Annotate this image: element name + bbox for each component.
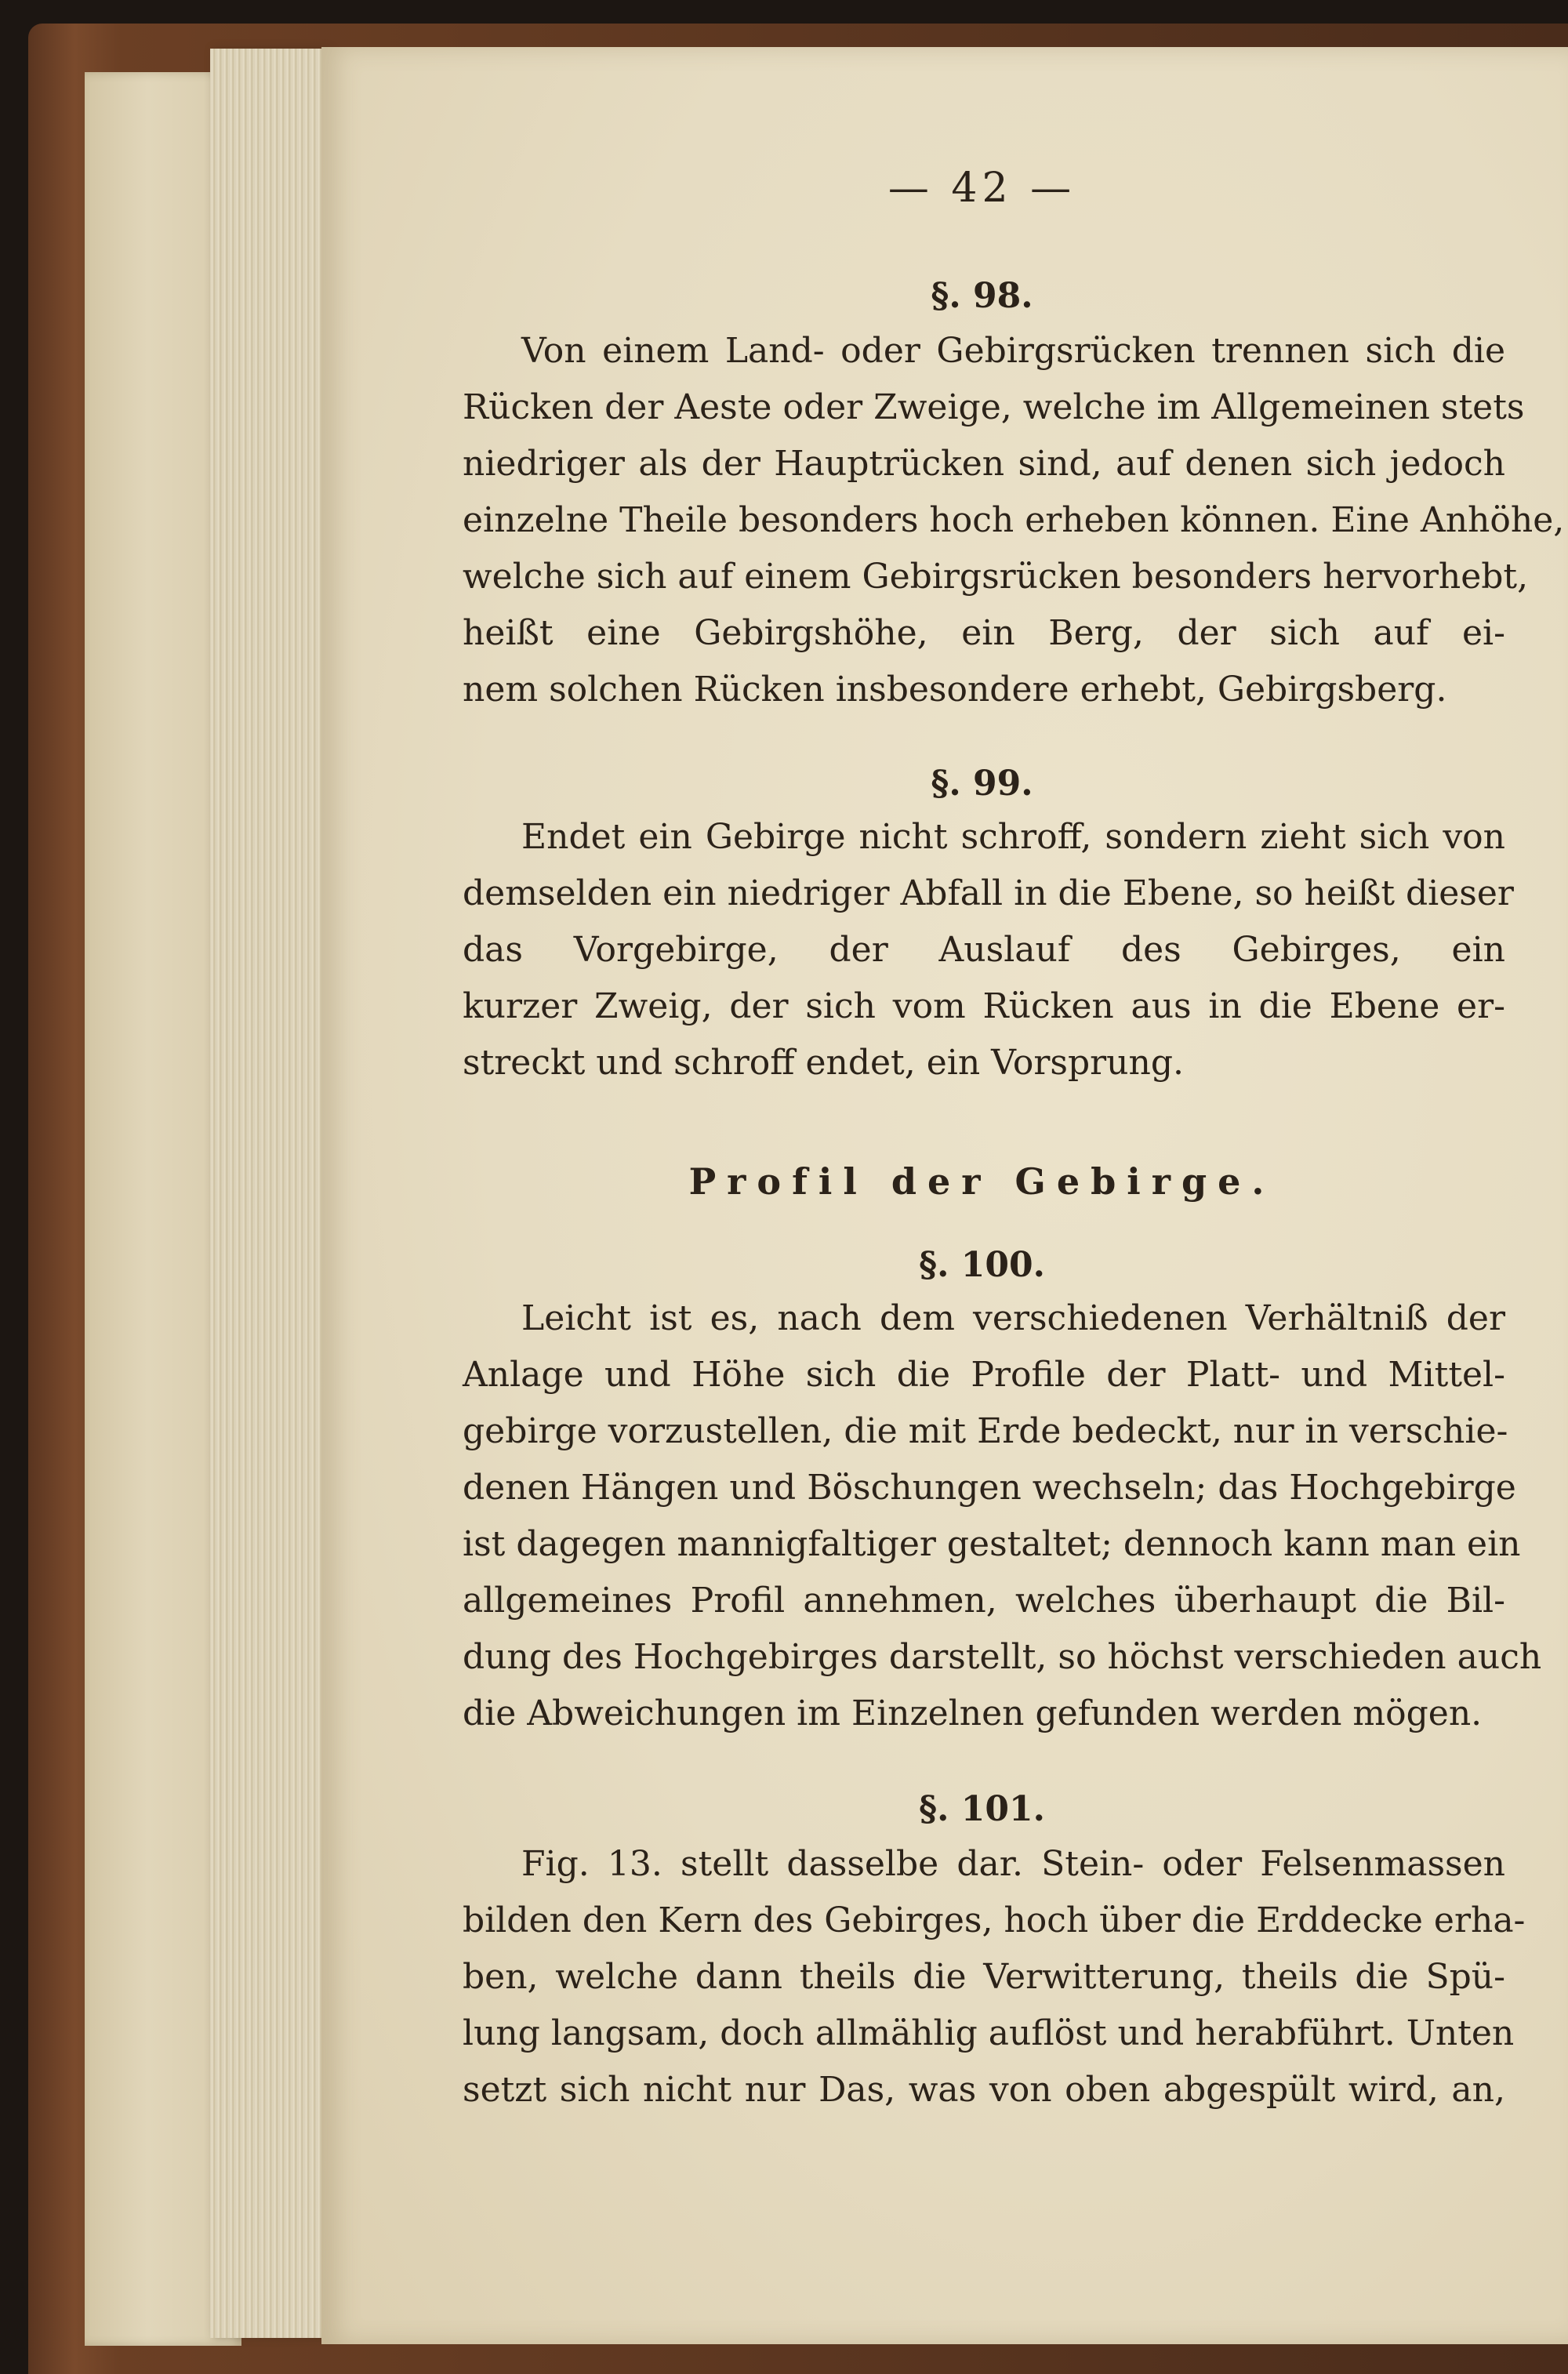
text-line: die Abweichungen im Einzelnen gefunden werden mögen. (463, 1693, 1483, 1733)
section-heading-100: §. 100. (919, 1245, 1045, 1285)
text-line: welche sich auf einem Gebirgsrücken besonders hervorhebt, (463, 557, 1529, 597)
text-line: Endet ein Gebirge nicht schroff, sondern zieht sich von (521, 817, 1505, 857)
text-line: streckt und schroff endet, ein Vorsprung. (463, 1043, 1185, 1083)
text-line: gebirge vorzustellen, die mit Erde bedeckt, nur in verschie- (463, 1411, 1508, 1451)
text-line: denen Hängen und Böschungen wechseln; das Hochgebirge (463, 1468, 1516, 1508)
text-line: bilden den Kern des Gebirges, hoch über die Erddecke erha- (463, 1900, 1526, 1940)
text-line: heißt eine Gebirgshöhe, ein Berg, der sich auf ei- (463, 613, 1505, 653)
text-line: dung des Hochgebirges darstellt, so höchst verschieden auch (463, 1637, 1542, 1677)
text-line: allgemeines Profil annehmen, welches überhaupt die Bil- (463, 1581, 1505, 1621)
text-line: Rücken der Aeste oder Zweige, welche im Allgemeinen stets (463, 387, 1525, 427)
section-heading-99: §. 99. (931, 764, 1033, 804)
text-line: ben, welche dann theils die Verwitterung, theils die Spü- (463, 1957, 1505, 1997)
page-number: — 42 — (887, 165, 1076, 212)
text-line: kurzer Zweig, der sich vom Rücken aus in die Ebene er- (463, 986, 1505, 1026)
text-line: lung langsam, doch allmählig auflöst und herabführt. Unten (463, 2013, 1515, 2053)
text-line: das Vorgebirge, der Auslauf des Gebirges, ein (463, 930, 1505, 970)
section-heading-98: §. 98. (931, 276, 1033, 316)
text-line: demselden ein niedriger Abfall in die Ebene, so heißt dieser (463, 873, 1514, 913)
text-line: nem solchen Rücken insbesondere erhebt, Gebirgsberg. (463, 670, 1447, 710)
text-line: Fig. 13. stellt dasselbe dar. Stein- oder Felsenmassen (521, 1844, 1505, 1884)
section-heading-101: §. 101. (919, 1789, 1045, 1829)
text-line: Anlage und Höhe sich die Profile der Platt- und Mittel- (463, 1355, 1505, 1395)
text-line: ist dagegen mannigfaltiger gestaltet; dennoch kann man ein (463, 1524, 1521, 1564)
chapter-subtitle: Profil der Gebirge. (688, 1160, 1276, 1203)
text-line: niedriger als der Hauptrücken sind, auf denen sich jedoch (463, 444, 1505, 484)
text-line: setzt sich nicht nur Das, was von oben abgespült wird, an, (463, 2070, 1505, 2110)
text-line: Von einem Land- oder Gebirgsrücken trennen sich die (521, 331, 1505, 371)
text-line: Leicht ist es, nach dem verschiedenen Verhältniß der (521, 1298, 1505, 1338)
page-edges (210, 49, 328, 2338)
text-line: einzelne Theile besonders hoch erheben können. Eine Anhöhe, (463, 500, 1565, 540)
